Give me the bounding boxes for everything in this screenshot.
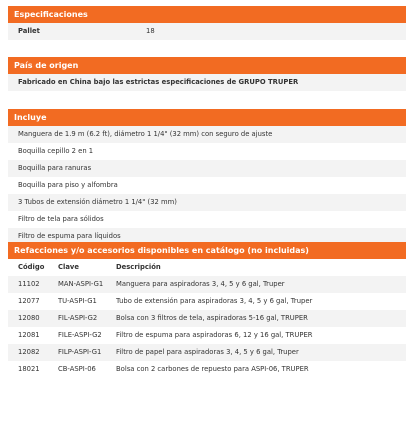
refacciones-section bbox=[8, 242, 406, 378]
cell-codigo: 12080 bbox=[18, 314, 40, 322]
incluye-item: 3 Tubos de extensión diámetro 1 1/4" (32 mm) bbox=[8, 194, 406, 211]
cell-descripcion: Filtro de espuma para aspiradoras 6, 12 y 16 gal, TRUPER bbox=[116, 331, 313, 339]
table-row bbox=[8, 293, 406, 310]
cell-clave: CB-ASPI-06 bbox=[58, 365, 96, 373]
incluye-section bbox=[8, 109, 406, 245]
origen-section bbox=[8, 57, 406, 91]
cell-codigo: 11102 bbox=[18, 280, 40, 288]
refacciones-table-header bbox=[8, 259, 406, 276]
incluye-item: Filtro de espuma para líquidos bbox=[8, 228, 406, 245]
incluye-item: Boquilla cepillo 2 en 1 bbox=[18, 147, 94, 155]
header-descripcion: Descripción bbox=[116, 263, 161, 271]
incluye-item: Manguera de 1.9 m (6.2 ft), diámetro 1 1/4" (32 mm) con seguro de ajuste bbox=[8, 126, 406, 143]
cell-descripcion: Bolsa con 2 carbones de repuesto para ASPI-06, TRUPER bbox=[116, 365, 309, 373]
refacciones-header: Refacciones y/o accesorios disponibles en catálogo (no incluidas) bbox=[8, 242, 406, 259]
cell-codigo: 18021 bbox=[18, 365, 40, 373]
cell-clave: FIL-ASPI-G2 bbox=[58, 314, 98, 322]
cell-clave: TU-ASPI-G1 bbox=[58, 297, 97, 305]
incluye-header: Incluye bbox=[8, 109, 406, 126]
header-codigo: Código bbox=[18, 263, 45, 271]
cell-descripcion: Filtro de papel para aspiradoras 3, 4, 5 y 6 gal, Truper bbox=[116, 348, 299, 356]
table-row bbox=[8, 327, 406, 344]
spec-row-pallet bbox=[8, 23, 406, 40]
cell-clave: FILE-ASPI-G2 bbox=[58, 331, 102, 339]
spec-value: 18 bbox=[146, 27, 155, 35]
especificaciones-header: Especificaciones bbox=[8, 6, 406, 23]
especificaciones-section bbox=[8, 6, 406, 40]
incluye-item: Boquilla para ranuras bbox=[8, 160, 406, 177]
table-row bbox=[8, 310, 406, 327]
table-row bbox=[8, 361, 406, 378]
table-row bbox=[8, 276, 406, 293]
origen-header: País de origen bbox=[8, 57, 406, 74]
origen-text: Fabricado en China bajo las estrictas especificaciones de GRUPO TRUPER bbox=[8, 74, 406, 91]
incluye-item: Boquilla para piso y alfombra bbox=[18, 181, 118, 189]
table-row bbox=[8, 344, 406, 361]
cell-descripcion: Manguera para aspiradoras 3, 4, 5 y 6 gal, Truper bbox=[116, 280, 285, 288]
spec-label: Pallet bbox=[18, 27, 40, 35]
cell-codigo: 12082 bbox=[18, 348, 40, 356]
incluye-item: Filtro de tela para sólidos bbox=[18, 215, 104, 223]
cell-descripcion: Bolsa con 3 filtros de tela, aspiradoras 5-16 gal, TRUPER bbox=[116, 314, 308, 322]
cell-codigo: 12077 bbox=[18, 297, 40, 305]
cell-descripcion: Tubo de extensión para aspiradoras 3, 4, 5 y 6 gal, Truper bbox=[116, 297, 313, 305]
cell-clave: FILP-ASPI-G1 bbox=[58, 348, 102, 356]
cell-clave: MAN-ASPI-G1 bbox=[58, 280, 104, 288]
header-clave: Clave bbox=[58, 263, 79, 271]
cell-codigo: 12081 bbox=[18, 331, 40, 339]
